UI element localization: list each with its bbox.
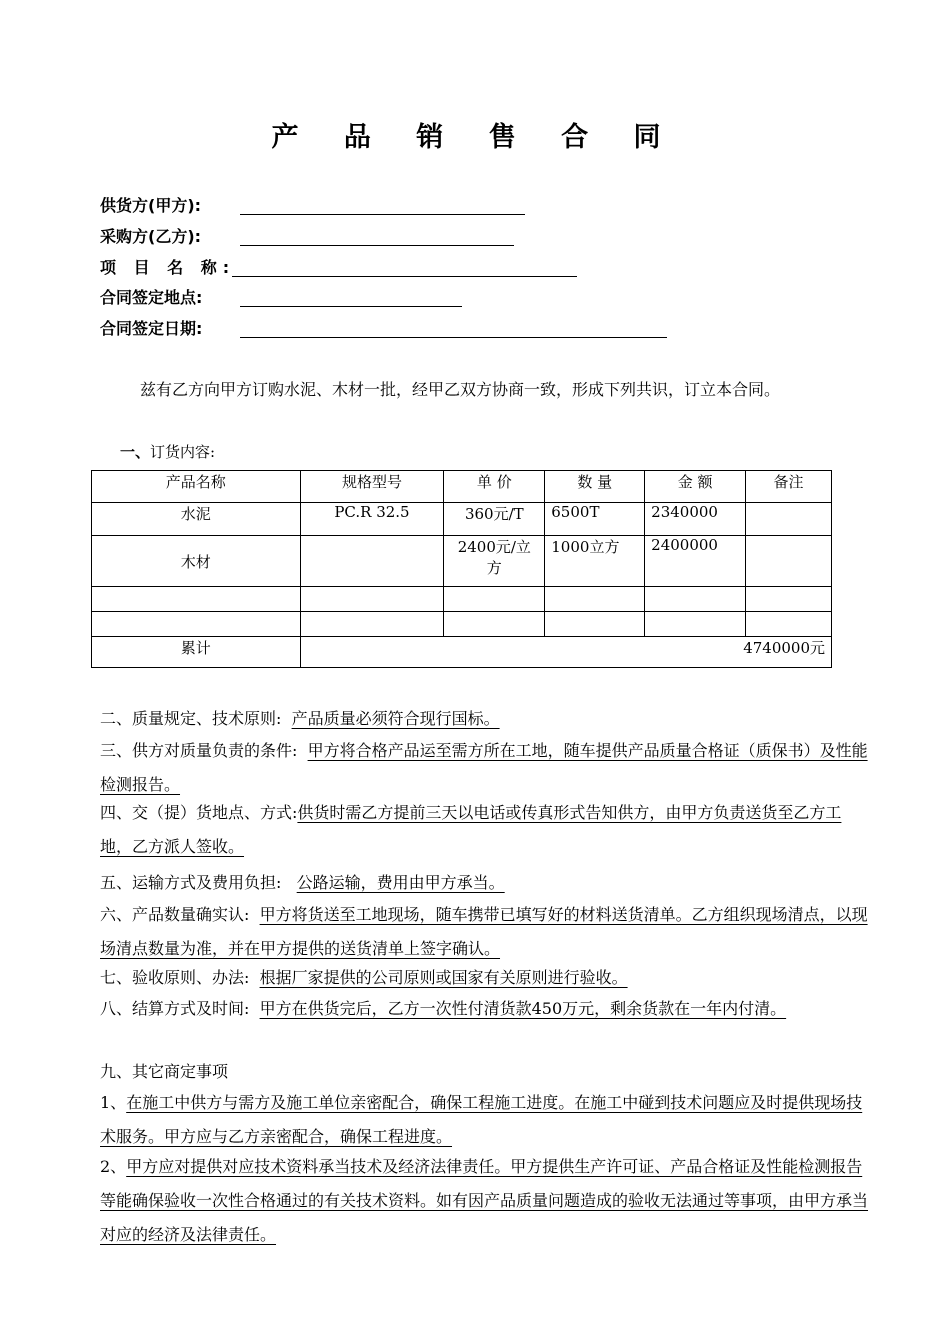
clause-6 xyxy=(100,898,870,966)
table-cell: 2400000 xyxy=(645,536,746,587)
place-blank[interactable] xyxy=(240,305,462,307)
table-cell xyxy=(645,612,746,637)
total-value: 4740000元 xyxy=(300,637,831,668)
place-label: 合同签定地点: xyxy=(100,288,203,307)
table-cell xyxy=(746,503,832,536)
clause-head: 七、验收原则、办法: xyxy=(100,968,250,987)
clause-4 xyxy=(100,796,870,864)
table-cell xyxy=(92,612,301,637)
intro-paragraph: 兹有乙方向甲方订购水泥、木材一批，经甲乙双方协商一致，形成下列共识，订立本合同。 xyxy=(140,380,781,399)
table-cell: 水泥 xyxy=(92,503,301,536)
table-cell: 6500T xyxy=(545,503,645,536)
section-1-heading xyxy=(120,441,215,462)
clause-head: 三、供方对质量负责的条件: xyxy=(100,741,298,760)
section-1-label: 订货内容: xyxy=(150,443,216,461)
table-cell xyxy=(545,612,645,637)
clause-3 xyxy=(100,734,870,802)
item-text: 甲方应对提供对应技术资料承当技术及经济法律责任。甲方提供生产许可证、产品合格证及性能检测报告等能确保验收一次性合格通过的有关技术资料。如有因产品质量问题造成的验收无法通过等事项，由甲方承当对应的经济及法律责任。 xyxy=(100,1157,869,1244)
table-cell: 2340000 xyxy=(645,503,746,536)
table-cell xyxy=(746,612,832,637)
table-cell xyxy=(300,587,444,612)
table-cell: 木材 xyxy=(92,536,301,587)
header-cell: 备注 xyxy=(746,471,832,503)
table-cell: 360元/T xyxy=(444,503,545,536)
clause-body: 甲方将合格产品运至需方所在工地，随车提供产品质量合格证（质保书）及性能检测报告。 xyxy=(100,741,868,794)
item-number: 2、 xyxy=(100,1157,127,1176)
project-blank[interactable] xyxy=(232,275,577,277)
clause-5 xyxy=(100,866,870,900)
table-header-row xyxy=(92,471,832,503)
date-blank[interactable] xyxy=(240,336,667,338)
table-cell xyxy=(746,536,832,587)
buyer-label: 采购方(乙方): xyxy=(100,227,202,246)
total-label: 累计 xyxy=(92,637,301,668)
item-number: 1、 xyxy=(100,1093,127,1112)
table-cell xyxy=(444,612,545,637)
header-cell: 规格型号 xyxy=(300,471,444,503)
header-cell: 单 价 xyxy=(444,471,545,503)
date-field xyxy=(100,317,202,341)
table-cell xyxy=(645,587,746,612)
table-cell xyxy=(444,587,545,612)
project-label: 项 目 名 称: xyxy=(100,258,236,277)
table-row xyxy=(92,536,832,587)
clause-head: 二、质量规定、技术原则: xyxy=(100,709,282,728)
other-item-1 xyxy=(100,1086,870,1154)
table-cell: 2400元/立方 xyxy=(444,536,545,587)
clause-head: 六、产品数量确实认: xyxy=(100,905,250,924)
header-cell: 产品名称 xyxy=(92,471,301,503)
table-cell xyxy=(300,612,444,637)
clause-head: 五、运输方式及费用负担: xyxy=(100,873,282,892)
item-text: 在施工中供方与需方及施工单位亲密配合，确保工程施工进度。在施工中碰到技术问题应及时提供现场技术服务。甲方应与乙方亲密配合，确保工程进度。 xyxy=(100,1093,863,1146)
clause-head: 八、结算方式及时间: xyxy=(100,999,250,1018)
other-item-2 xyxy=(100,1150,870,1252)
buyer-field xyxy=(100,225,201,249)
clause-7 xyxy=(100,961,870,995)
total-row xyxy=(92,637,832,668)
table-cell xyxy=(300,536,444,587)
clause-9-heading: 九、其它商定事项 xyxy=(100,1062,229,1081)
table-cell xyxy=(545,587,645,612)
table-row xyxy=(92,587,832,612)
supplier-label: 供货方(甲方): xyxy=(100,196,202,215)
clause-body: 产品质量必须符合现行国标。 xyxy=(291,709,500,728)
table-cell xyxy=(92,587,301,612)
table-row xyxy=(92,612,832,637)
clause-body: 公路运输，费用由甲方承当。 xyxy=(296,873,505,892)
table-cell xyxy=(746,587,832,612)
place-field xyxy=(100,286,202,310)
contract-title: 产 品 销 售 合 同 xyxy=(271,122,679,153)
buyer-blank[interactable] xyxy=(240,244,514,246)
clause-body: 甲方将货送至工地现场，随车携带已填写好的材料送货清单。乙方组织现场清点，以现场清点数量为准，并在甲方提供的送货清单上签字确认。 xyxy=(100,905,868,958)
supplier-field xyxy=(100,194,201,218)
project-field xyxy=(100,256,235,280)
supplier-blank[interactable] xyxy=(240,213,525,215)
date-label: 合同签定日期: xyxy=(100,319,203,338)
table-cell: 1000立方 xyxy=(545,536,645,587)
header-cell: 金 额 xyxy=(645,471,746,503)
table-cell: PC.R 32.5 xyxy=(300,503,444,536)
clause-head: 四、交（提）货地点、方式: xyxy=(100,803,298,822)
clause-body: 根据厂家提供的公司原则或国家有关原则进行验收。 xyxy=(259,968,628,987)
clause-2 xyxy=(100,702,870,736)
table-row xyxy=(92,503,832,536)
clause-body: 供货时需乙方提前三天以电话或传真形式告知供方，由甲方负责送货至乙方工地，乙方派人签收。 xyxy=(100,803,842,856)
clause-8 xyxy=(100,992,870,1026)
clause-body: 甲方在供货完后，乙方一次性付清货款450万元，剩余货款在一年内付清。 xyxy=(259,999,787,1018)
header-cell: 数 量 xyxy=(545,471,645,503)
order-table xyxy=(91,470,832,668)
section-1-number: 一、 xyxy=(120,443,151,461)
